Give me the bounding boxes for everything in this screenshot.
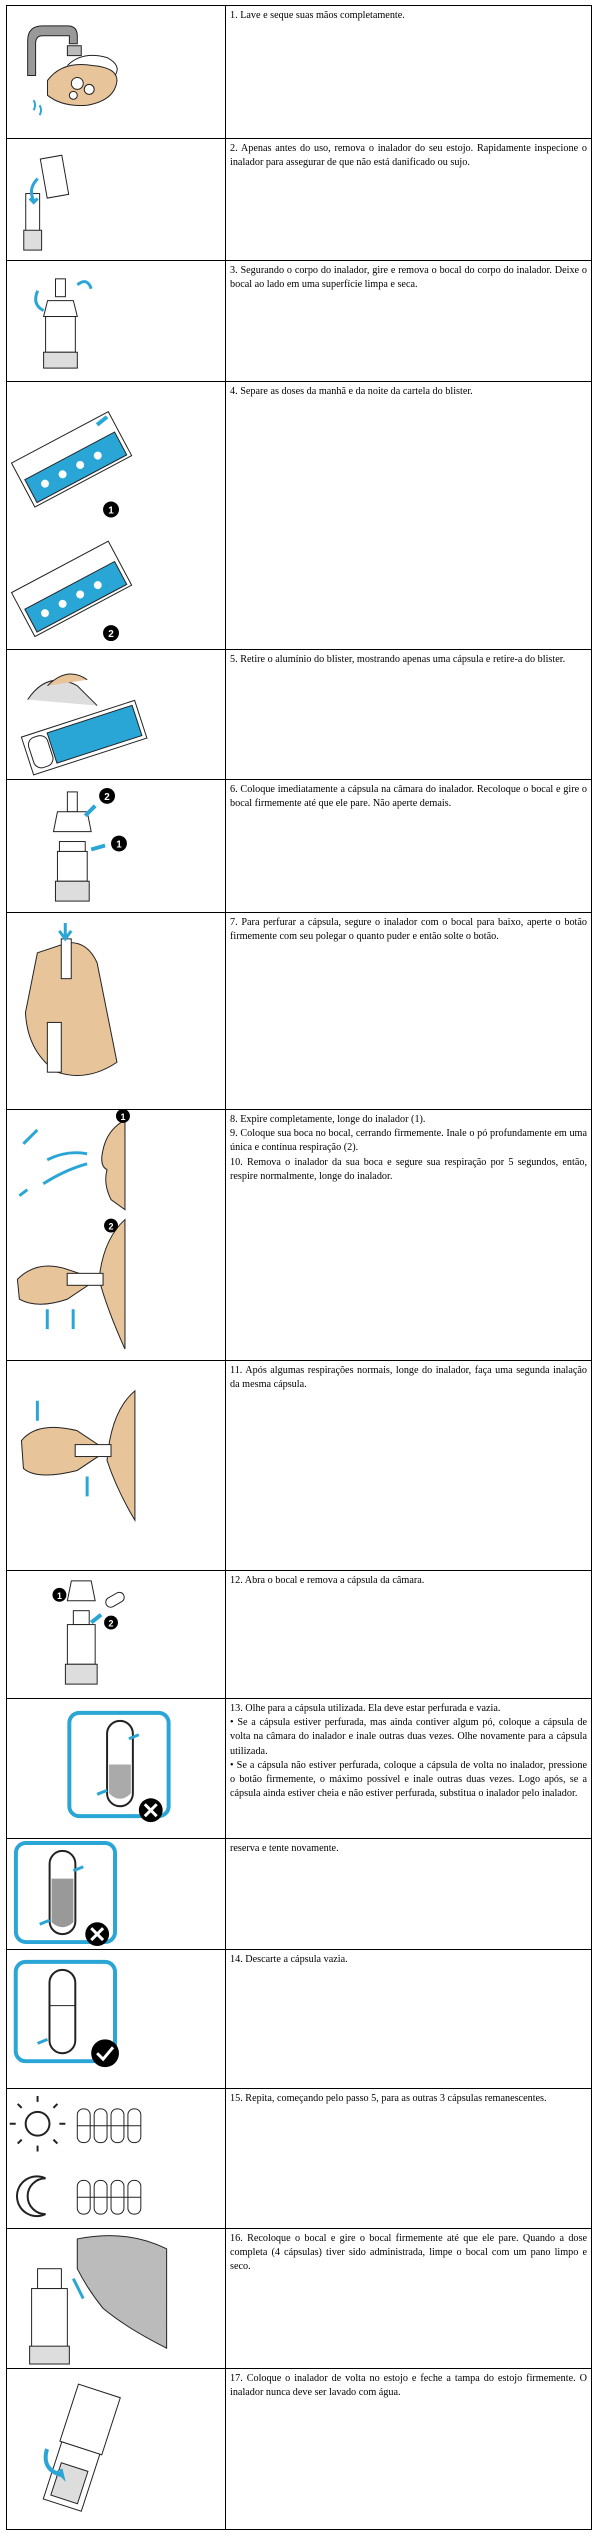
badge-two: 2 <box>108 1221 114 1232</box>
step-row-8-10 <box>7 1110 591 1361</box>
step-text-5: 5. Retire o alumínio do blister, mostrando apenas uma cápsula e retire-a do blister. <box>230 654 566 665</box>
step-row-15 <box>7 2089 591 2229</box>
badge-one: 1 <box>56 1590 62 1601</box>
step-row-2 <box>7 139 591 261</box>
step-text-7: 7. Para perfurar a cápsula, segure o inalador com o bocal para baixo, aperte o botão firmemente com seu polegar o quanto puder e então solte o botão. <box>230 917 587 943</box>
column-divider <box>225 139 226 260</box>
insert-capsule-illustration <box>7 780 225 912</box>
remove-inhaler-illustration <box>7 139 225 260</box>
check-capsule-powder-illustration <box>7 1699 225 1838</box>
step-row-13-continued <box>7 1839 591 1950</box>
step-row-16 <box>7 2229 591 2369</box>
column-divider <box>225 382 226 649</box>
step-row-11 <box>7 1361 591 1571</box>
column-divider <box>225 6 226 138</box>
column-divider <box>225 1839 226 1949</box>
step-text-2: 2. Apenas antes do uso, remova o inalador do seu estojo. Rapidamente inspecione o inalador para assegurar de que não está danificado ou sujo. <box>230 143 587 169</box>
step-row-17 <box>7 2369 591 2529</box>
badge-two: 2 <box>108 629 114 641</box>
step-text-17: 17. Coloque o inalador de volta no estojo e feche a tampa do estojo firmemente. O inalador nunca deve ser lavado com água. <box>230 2373 587 2399</box>
column-divider <box>225 2369 226 2529</box>
step-row-13 <box>7 1699 591 1839</box>
step-row-5 <box>7 650 591 780</box>
column-divider <box>225 650 226 779</box>
column-divider <box>225 1699 226 1838</box>
step-text-12: 12. Abra o bocal e remova a cápsula da câmara. <box>230 1575 425 1586</box>
column-divider <box>225 1361 226 1570</box>
step-row-14 <box>7 1950 591 2089</box>
column-divider <box>225 2229 226 2368</box>
column-divider <box>225 261 226 381</box>
step-text-11: 11. Após algumas respirações normais, longe do inalador, faça uma segunda inalação da mesma cápsula. <box>230 1365 587 1391</box>
clean-mouthpiece-illustration <box>7 2229 225 2368</box>
badge-one: 1 <box>120 1111 126 1122</box>
column-divider <box>225 1950 226 2088</box>
remove-mouthpiece-illustration <box>7 261 225 381</box>
column-divider <box>225 1571 226 1698</box>
step-row-3 <box>7 261 591 382</box>
step-text-16: 16. Recoloque o bocal e gire o bocal firmemente até que ele pare. Quando a dose completa (4 cápsulas) tiver sido administrada, limpe o bocal com um pano limpo e seco. <box>230 2233 587 2273</box>
step-text-13-continued: reserva e tente novamente. <box>230 1843 339 1854</box>
remove-capsule-illustration <box>7 1571 225 1698</box>
instructions-table <box>6 5 592 2530</box>
separate-blister-illustration <box>7 382 225 649</box>
column-divider <box>225 2089 226 2228</box>
step-row-6 <box>7 780 591 913</box>
second-inhalation-illustration <box>7 1361 225 1570</box>
store-inhaler-illustration <box>7 2369 225 2529</box>
column-divider <box>225 780 226 912</box>
step-text-8-10: 8. Expire completamente, longe do inalador (1). 9. Coloque sua boca no bocal, cerrando firmemente. Inale o pó profundamente em uma única e contínua respiração (2). 10. Remova o inalador da sua boca e segure sua respiração por 5 segundos, então, respire normalmente, longe do inalador. <box>230 1114 587 1182</box>
step-text-15: 15. Repita, começando pelo passo 5, para as outras 3 cápsulas remanescentes. <box>230 2093 547 2104</box>
check-capsule-full-illustration <box>7 1839 225 1949</box>
step-text-14: 14. Descarte a cápsula vazia. <box>230 1954 348 1965</box>
step-text-6: 6. Coloque imediatamente a cápsula na câmara do inalador. Recoloque o bocal e gire o bocal firmemente até que ele pare. Não aperte demais. <box>230 784 587 810</box>
inhale-illustration <box>7 1110 225 1360</box>
wash-hands-illustration <box>7 6 225 138</box>
badge-one: 1 <box>108 505 114 517</box>
badge-one: 1 <box>116 839 122 851</box>
badge-two: 2 <box>108 1618 114 1629</box>
discard-capsule-illustration <box>7 1950 225 2088</box>
step-text-13: 13. Olhe para a cápsula utilizada. Ela deve estar perfurada e vazia. • Se a cápsula estiver perfurada, mas ainda contiver algum pó, coloque a cápsula de volta na câmara do inalador e inale outras duas vezes. Olhe novamente para a cápsula utilizada. • Se a cápsula não estiver perfurada, coloque a cápsula de volta no inalador, pressione o botão firmemente, o máximo possível e inale outras duas vezes. Logo após, se a cápsula ainda estiver cheia e não estiver perfurada, substitua o inalador pelo inalador. <box>230 1703 587 1800</box>
step-row-1 <box>7 6 591 139</box>
repeat-capsules-illustration <box>7 2089 225 2228</box>
step-text-4: 4. Separe as doses da manhã e da noite da cartela do blister. <box>230 386 473 397</box>
step-text-1: 1. Lave e seque suas mãos completamente. <box>230 10 405 21</box>
pierce-capsule-illustration <box>7 913 225 1109</box>
step-row-7 <box>7 913 591 1110</box>
step-row-4 <box>7 382 591 650</box>
step-text-3: 3. Segurando o corpo do inalador, gire e remova o bocal do corpo do inalador. Deixe o bocal ao lado em uma superfície limpa e seca. <box>230 265 587 291</box>
column-divider <box>225 913 226 1109</box>
peel-foil-illustration <box>7 650 225 779</box>
step-row-12 <box>7 1571 591 1699</box>
column-divider <box>225 1110 226 1360</box>
badge-two: 2 <box>104 791 110 803</box>
